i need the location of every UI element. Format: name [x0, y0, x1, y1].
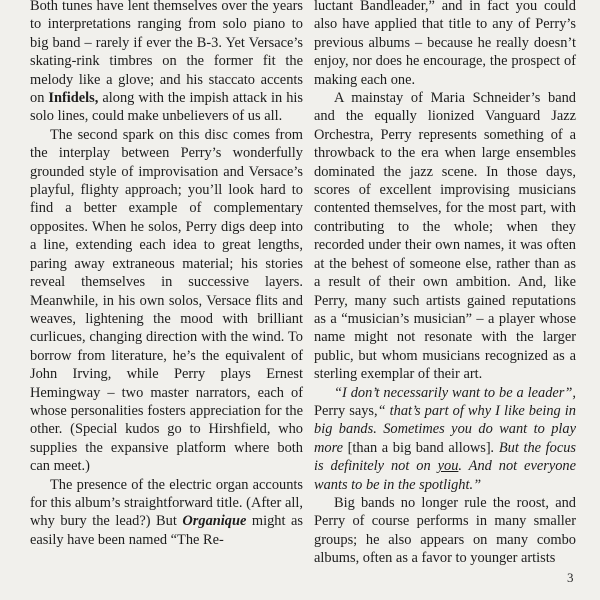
quote-text: . And not everyone wants to be in the spotlight.”	[314, 458, 576, 493]
paragraph-tunes	[30, 0, 303, 126]
paragraph-second-spark: The second spark on this disc comes from the interplay between Perry’s wonderfully grounded style of improvisation and Versace’s playful, flighty approach; you’ll look hard to find a better example of complementary opposites. When he solos, Perry digs deep into a line, extending each idea to great lengths, paring away extraneous material; his stories reveal themselves in successive layers. Meanwhile, in his own solos, Versace flits and weaves, lightening the mood with brilliant curlicues, changing direction with the wind. To borrow from literature, he’s the equivalent of John Irving, while Perry plays Ernest Hemingway – two master narrators, each of whose personalities fosters appreciation for the other. (Special kudos go to Hirshfield, who supplies the expansive platform where both can meet.)	[30, 126, 303, 475]
paragraph-quote	[314, 384, 576, 494]
quote-text: . But the focus is definitely not on	[314, 439, 576, 475]
quote-text: “ that’s part of why I like being in big bands. Sometimes you do want to play more	[314, 402, 576, 456]
paragraph-text: [than a big band allows]	[343, 439, 491, 456]
paragraph-electric-organ	[30, 476, 303, 550]
left-column	[30, 0, 303, 549]
right-column	[314, 0, 576, 568]
paragraph-text: along with the impish attack in his solo lines, could make unbelievers of us all.	[30, 90, 303, 125]
paragraph-reluctant-bandleader: luctant Bandleader,” and in fact you could also have applied that title to any of Perry’s previous albums – because he really doesn’t enjoy, nor does he encourage, the prospect of making each one.	[314, 0, 576, 88]
paragraph-text: Perry says,	[314, 402, 378, 419]
paragraph-mainstay: A mainstay of Maria Schneider’s band and the equally lionized Vanguard Jazz Orchestra, Perry represents something of a throwback to the era when large ensembles dominated the jazz scene. In those days, scores of excellent improvising musicians contented themselves, for the most part, with contributing to the whole; when they recorded under their own names, it was often at the behest of someone else, rather than as a result of their own ambition. And, like Perry, many such artists gained reputations as a “musician’s musician” – a player whose name might not resonate with the larger public, but whom musicians recognized as a sterling exemplar of their art.	[314, 90, 576, 383]
quote-text: “I don’t necessarily want to be a leader”,	[334, 384, 576, 401]
quote-underlined-word: you	[437, 458, 459, 475]
album-title: Organique	[182, 513, 247, 530]
paragraph-big-bands: Big bands no longer rule the roost, and Perry of course performs in many smaller groups; he also appears on many combo albums, often as a favor to younger artists	[314, 494, 576, 567]
page-number: 3	[567, 570, 574, 585]
paragraph-text: The presence of the electric organ accounts for this album’s straightforward title. (After all, why bury the lead?) But	[30, 476, 303, 530]
album-track-title: Infidels,	[48, 90, 99, 107]
paragraph-text: might as easily have been named “The Re-	[30, 513, 304, 548]
paragraph-text: Both tunes have lent themselves over the years to interpretations ranging from solo piano to big band – rarely if ever the B-3. Yet Versace’s skating-rink timbres on the former fit the melody like a glove; and his staccato accents on	[30, 0, 303, 107]
